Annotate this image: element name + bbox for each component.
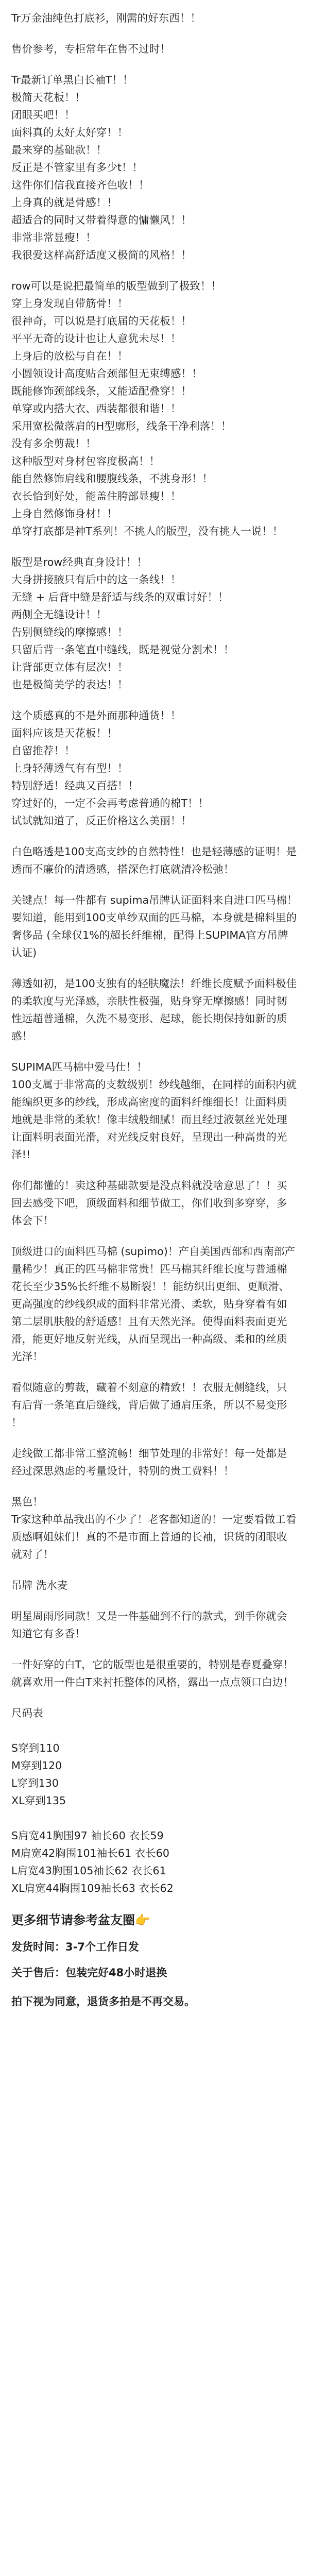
paragraph-supima-certification (11, 891, 298, 961)
size-row-detail: L肩宽43胸围105袖长62 衣长61 (11, 1865, 166, 1877)
size-row: S穿到110 (11, 1742, 60, 1754)
text-line: 穿上身发现自带筋骨！！ (11, 297, 128, 310)
text-line: 上身真的就是骨感！！ (11, 196, 117, 209)
text-line: 上身轻薄透气有有型！！ (11, 762, 128, 774)
text-line: 这个质感真的不是外面那种通货！！ (11, 709, 181, 722)
paragraph-quality (11, 707, 298, 829)
text-line: 一件好穿的白T，它的版型也是很重要的，特别是春夏叠穿！ 就喜欢用一件白T来衬托整体的风格，露出一点点领口白边！ (11, 1658, 294, 1688)
size-row: L穿到130 (11, 1777, 59, 1789)
text-line: 两侧全无缝设计！！ (11, 608, 107, 621)
paragraph-imported-fabric (11, 1243, 298, 1365)
text-line: 上身后的放松与自在！！ (11, 350, 128, 362)
paragraph-supima-luxury (11, 1058, 298, 1163)
spacer (11, 1722, 298, 1739)
spacer (11, 1809, 298, 1827)
text-line: 白色略透是100支高支纱的自然特性！也是轻薄感的证明！是 透而不廉价的清透感，搭深色打底就清冷松弛！ (11, 845, 297, 875)
size-row-detail: S肩宽41胸围97 袖长60 衣长59 (11, 1829, 164, 1842)
text-line: 也是极简美学的表达！！ (11, 679, 128, 691)
paragraph-fit-description (11, 277, 298, 540)
text-line: 单穿打底都是神T系列！不挑人的版型，没有挑人一说！！ (11, 525, 283, 537)
size-chart (11, 1704, 298, 1897)
text-line: 最来穿的基础款！！ (11, 144, 107, 156)
text-line: 明星周雨彤同款！又是一件基础到不行的款式，到手你就会 知道它有多香！ (11, 1610, 287, 1640)
paragraph-fiber-properties (11, 975, 298, 1045)
text-line: 反正是不管家里有多少t！！ (11, 161, 143, 174)
text-line: 售价参考，专柜常年在售不过时！ (11, 43, 170, 55)
paragraph-intro (11, 9, 298, 27)
text-line: 闭眼买吧！！ (11, 109, 75, 121)
paragraph-tags (11, 1577, 298, 1594)
text-line: 黑色！ (11, 1496, 43, 1508)
paragraph-white-tee (11, 1656, 298, 1691)
paragraph-transparency-note (11, 843, 298, 878)
text-line: Tr家这种单品我出的不少了！老客都知道的！一定要看做工看 质感啊姐妹们！真的不是市面上普通的长袖，识货的闭眼收 就对了！ (11, 1513, 297, 1561)
text-line: 能自然修饰肩线和腰腹线条，不挑身形！！ (11, 472, 213, 485)
footer-heading: 更多细节请参考盆友圈👉 (11, 1913, 150, 1927)
text-line: 没有多余剪裁！！ (11, 437, 96, 450)
text-line: 我很爱这样高舒适度又极简的风格！！ (11, 249, 192, 261)
paragraph-stitching (11, 1445, 298, 1480)
text-line: 超适合的同时又带着得意的慵懒风！！ (11, 214, 192, 226)
text-line: 版型是row经典直身设计！！ (11, 556, 147, 568)
text-line: 平平无奇的设计也让人意犹未尽！！ (11, 332, 181, 345)
paragraph-black-color (11, 1493, 298, 1563)
paragraph-craftsmanship (11, 1177, 298, 1229)
size-row-detail: M肩宽42胸围101袖长61 衣长60 (11, 1847, 169, 1859)
text-line: 大身拼接腋只有后中的这一条线！！ (11, 573, 181, 586)
size-row: M穿到120 (11, 1759, 62, 1772)
text-line: 采用宽松微落肩的H型廓形，线条干净利落！！ (11, 420, 232, 432)
text-line: 吊牌 洗水麦 (11, 1579, 68, 1591)
footer (11, 1910, 298, 2010)
text-line: 上身自然修饰身材！！ (11, 507, 117, 520)
text-line: 这件你们信我直接齐色收！！ (11, 179, 149, 191)
paragraph-seam-design (11, 553, 298, 693)
text-line: 看似随意的剪裁，藏着不刻意的精致！！衣服无侧缝线，只 有后背一条笔直后缝线，背后做了通肩压条，所以不易变形 ！ (11, 1381, 287, 1429)
paragraph-cut-details (11, 1379, 298, 1431)
size-row: XL穿到135 (11, 1794, 66, 1807)
text-line: 面料真的太好太好穿！！ (11, 126, 128, 139)
text-line: 你们都懂的！卖这种基础款要是没点料就没啥意思了！！买 回去感受下吧，顶级面料和细节做工，你们收到多穿穿，多 体会下！ (11, 1179, 287, 1227)
text-line: 穿过好的，一定不会再考虑普通的棉T！！ (11, 797, 209, 809)
text-line: 自留推荐！！ (11, 744, 75, 757)
text-line: 只留后背一条笔直中缝线，既是视觉分割术！！ (11, 643, 234, 656)
text-line: SUPIMA匹马棉中爱马仕！！ (11, 1061, 147, 1073)
text-line: Tr万金油纯色打底衫，刚需的好东西！！ (11, 12, 201, 24)
text-line: 顶级进口的面料匹马棉 (supimo)！产自美国西部和西南部产 量稀少！真正的匹马棉非常贵！匹马棉其纤维长度与普通棉 花长至少35%长纤维不易断裂！！能纺织出更细、更顺滑、 更高强度的纱线织成的面料非常光滑、柔软，贴身穿着有如 第二层肌肤般的舒适感！且有天然光泽。使得面料表面更光 滑，能更好地反射光线，从而呈现出一种高级、柔和的丝质 光泽！ (11, 1245, 295, 1363)
text-line: 极简天花板！！ (11, 91, 86, 104)
text-line: 小圆领设计高度贴合颈部但无束缚感！！ (11, 367, 202, 380)
text-line: 这种版型对身材包容度极高！！ (11, 455, 160, 467)
text-line: 单穿或内搭大衣、西装都很和谐！！ (11, 402, 181, 415)
size-chart-title: 尺码表 (11, 1707, 43, 1719)
paragraph-price-note (11, 40, 298, 58)
size-row-detail: XL肩宽44胸围109袖长63 衣长62 (11, 1882, 174, 1894)
paragraph-celebrity (11, 1607, 298, 1642)
text-line: row可以是说把最简单的版型做到了极致！！ (11, 280, 222, 292)
text-line: 衣长恰到好处，能盖住胯部显瘦！！ (11, 490, 181, 502)
text-line: 特别舒适！经典又百搭！！ (11, 779, 139, 792)
text-line: 薄透如初，是100支独有的轻肤魔法！纤维长度赋予面料极佳 的柔软度与光泽感，亲肤性极强，贴身穿无摩擦感！同时韧 性远超普通棉，久洗不易变形、起球，能长期保持如新的质 感！ (11, 977, 297, 1042)
text-line: 面料应该是天花板！！ (11, 727, 117, 739)
purchase-note: 拍下视为同意，退货多拍是不再交易。 (11, 1995, 195, 2008)
text-line: 100支属于非常高的支数级别！纱线越细，在同样的面积内就 能编织更多的纱线，形成高密度的面料纤维细长！让面料质 地就是非常的柔软！像丰绒般细腻！而且经过液氨丝光处理 让面料明表面光滑，对光线反射良好，呈现出一种高贵的光 泽!! (11, 1078, 297, 1161)
after-sales: 关于售后：包装完好48小时退换 (11, 1967, 167, 1979)
text-line: 告别侧缝线的摩擦感！！ (11, 626, 128, 638)
text-line: 很神奇，可以说是打底届的天花板！！ (11, 315, 192, 327)
text-line: 无缝 + 后背中缝是舒适与线条的双重讨好！！ (11, 591, 229, 603)
text-line: 试试就知道了，反正价格这么美丽！！ (11, 815, 192, 827)
text-line: 既能修饰颈部线条，又能适配叠穿！！ (11, 385, 192, 397)
shipping-time: 发货时间：3-7个工作日发 (11, 1941, 139, 1953)
text-line: Tr最新订单黑白长袖T！！ (11, 74, 133, 86)
text-line: 关键点！每一件都有 supima吊牌认证面料来自进口匹马棉！ 要知道，能用到100支单纱双面的匹马棉，本身就是棉料里的 奢侈品 (全球仅1%的超长纤维棉，配得上SUPIMA官方吊牌 认证) (11, 894, 298, 959)
text-line: 让背部更立体有层次！！ (11, 661, 128, 673)
paragraph-product-highlights (11, 71, 298, 264)
text-line: 走线做工都非常工整流畅！细节处理的非常好！每一处都是 经过深思熟虑的考量设计，特别的贵工费料！！ (11, 1447, 287, 1477)
text-line: 非常非常显瘦！！ (11, 231, 96, 244)
